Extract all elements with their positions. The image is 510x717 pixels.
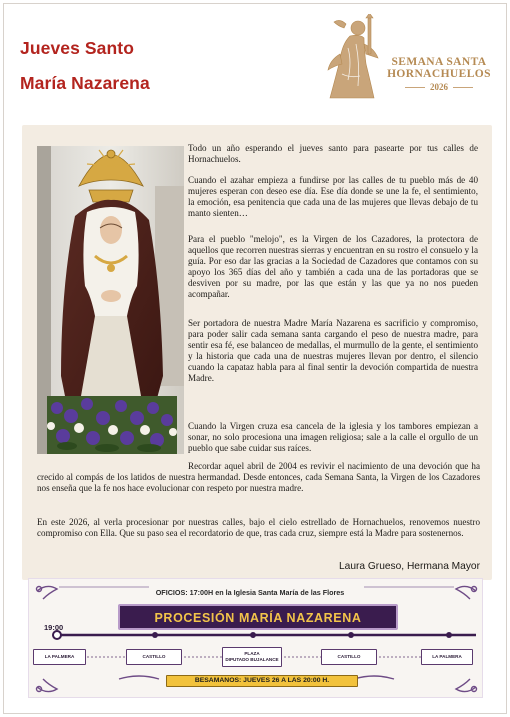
logo-title-line1: SEMANA SANTA xyxy=(391,56,487,68)
route-stop-label: CASTILLO xyxy=(337,654,361,660)
route-stop-label-2: DIPUTADO BUJALANCE xyxy=(225,657,279,662)
route-stop-label: LA PALMERA xyxy=(44,654,75,660)
besamanos-badge: BESAMANOS: JUEVES 26 A LAS 20:00 H. xyxy=(166,675,358,687)
procession-title-bar xyxy=(118,604,398,630)
page-title-line1: Jueves Santo xyxy=(20,38,135,58)
route-stop-plaza xyxy=(222,647,282,667)
article-paragraph-2: Cuando el azahar empieza a fundirse por las calles de tu pueblo más de 40 mujeres esperan con deseo ese día. Ese día donde se une la fe, el sentimiento, la emoción, esa penitencia que cada una de las mujeres que llevas debajo de tu manto sienten… xyxy=(188,175,478,218)
route-stop-castillo-return xyxy=(321,649,377,665)
saint-figure-logo-icon xyxy=(320,14,386,104)
article-paragraph-1: Todo un año esperando el jueves santo para pasearte por tus calles de Hornachuelos. xyxy=(188,143,478,164)
semana-santa-logo xyxy=(320,14,495,104)
article-paragraph-6: Recordar aquel abril de 2004 es revivir el nacimiento de una devoción que ha crecido al compás de los latidos de nuestra hermandad. Desde entonces, cada Semana Santa, la Virgen de los Cazadores nos enseña que la fe nos hace evolucionar con respeto por nuestra madre. xyxy=(37,461,480,493)
virgin-statue-image xyxy=(37,146,184,454)
article-paragraph-4: Ser portadora de nuestra Madre María Nazarena es sacrificio y compromiso, para poder salir cada semana santa cargando el peso de nuestra madre, para sentir esa fé, ese balanceo de medallas, el murmullo de la gente, el sentimiento y la historia que cada una de nuestras mujeres llevan por dentro, el silencio cuando la capataz habla para al final sentir la devoción compartida de nuestra Madre. xyxy=(188,318,478,383)
route-stop-la-palmera-return xyxy=(421,649,473,665)
logo-year: 2026 xyxy=(382,82,496,92)
author-signature: Laura Grueso, Hermana Mayor xyxy=(339,561,480,572)
procession-title: PROCESIÓN MARÍA NAZARENA xyxy=(154,611,362,625)
start-time: 19:00 xyxy=(44,623,64,632)
logo-title-line2: HORNACHUELOS xyxy=(387,68,491,80)
route-stop-la-palmera xyxy=(33,649,86,665)
route-stop-castillo xyxy=(126,649,182,665)
article-paragraph-7: En este 2026, al verla procesionar por nuestras calles, bajo el cielo estrellado de Hornachuelos, renovemos nuestro compromiso con Ella. Que su paso sea el recordatorio de que, tras cada cruz, siempre está la Madre para sostenernos. xyxy=(37,517,480,538)
route-stop-label: CASTILLO xyxy=(142,654,166,660)
article-paragraph-5: Cuando la Virgen cruza esa cancela de la iglesia y los tambores empiezan a sonar, no solo procesiona una imagen religiosa; sale a la calle el orgullo de un pueblo que sabe cuidar sus raíces. xyxy=(188,421,478,453)
page-title-line2: María Nazarena xyxy=(20,73,150,93)
article-paragraph-3: Para el pueblo "melojo", es la Virgen de los Cazadores, la protectora de aquellos que recorren nuestras sierras y encuentran en su rostro el consuelo y la guía. Por eso dar las gracias a la Sociedad de Cazadores que contamos con su apoyo los 365 días del año y también a cada una de las portadoras que se desviven por su madre, por las que están y las que ya no nos pueden acompañar. xyxy=(188,234,478,299)
route-stop-label: PLAZA xyxy=(244,651,260,657)
virgin-photo xyxy=(37,146,184,454)
oficios-text: OFICIOS: 17:00H en la Iglesia Santa María de las Flores xyxy=(155,588,345,597)
route-stop-label: LA PALMERA xyxy=(432,654,462,660)
